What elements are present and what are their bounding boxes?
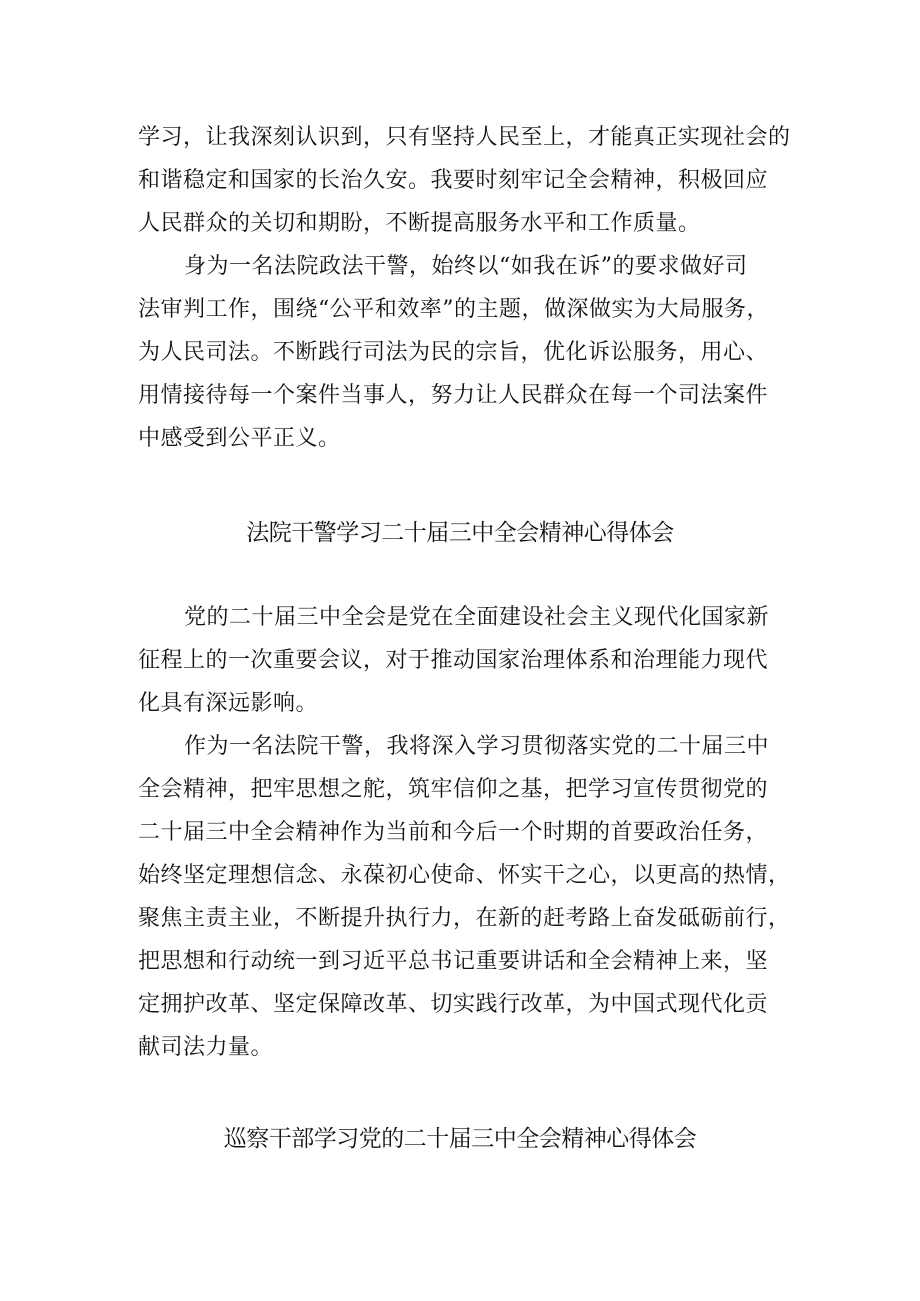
text-line: 人民群众的关切和期盼，不断提高服务水平和工作质量。: [138, 211, 701, 236]
text-line: 献司法力量。: [138, 1035, 274, 1060]
text-line: 聚焦主责主业，不断提升执行力，在新的赶考路上奋发砥砺前行，: [138, 906, 791, 931]
text-line: 作为一名法院干警，我将深入学习贯彻落实党的二十届三中: [184, 734, 770, 759]
text-line: 征程上的一次重要会议，对于推动国家治理体系和治理能力现代: [138, 648, 769, 673]
text-line: 全会精神，把牢思想之舵，筑牢信仰之基，把学习宣传贯彻党的: [138, 777, 769, 802]
text-line: 始终坚定理想信念、永葆初心使命、怀实干之心，以更高的热情，: [138, 863, 791, 888]
text-line: 和谐稳定和国家的长治久安。我要时刻牢记全会精神，积极回应: [138, 168, 769, 193]
text-line: 化具有深远影响。: [138, 691, 319, 716]
article-title: 巡察干部学习党的二十届三中全会精神心得体会: [223, 1126, 697, 1152]
text-line: 党的二十届三中全会是党在全面建设社会主义现代化国家新: [184, 605, 770, 630]
text-line: 为人民司法。不断践行司法为民的宗旨，优化诉讼服务，用心、: [138, 340, 769, 365]
text-line: 把思想和行动统一到习近平总书记重要讲话和全会精神上来，坚: [138, 949, 769, 974]
text-line: 定拥护改革、坚定保障改革、切实践行改革，为中国式现代化贡: [138, 992, 769, 1017]
text-line: 二十届三中全会精神作为当前和今后一个时期的首要政治任务，: [138, 820, 769, 845]
text-line: 身为一名法院政法干警，始终以“如我在诉”的要求做好司: [184, 254, 748, 279]
text-line: 法审判工作，围绕“公平和效率”的主题，做深做实为大局服务，: [138, 297, 769, 322]
text-line: 中感受到公平正义。: [138, 426, 341, 451]
text-line: 用情接待每一个案件当事人，努力让人民群众在每一个司法案件: [138, 383, 769, 408]
article-title: 法院干警学习二十届三中全会精神心得体会: [246, 520, 674, 546]
text-line: 学习，让我深刻认识到，只有坚持人民至上，才能真正实现社会的: [138, 125, 791, 150]
